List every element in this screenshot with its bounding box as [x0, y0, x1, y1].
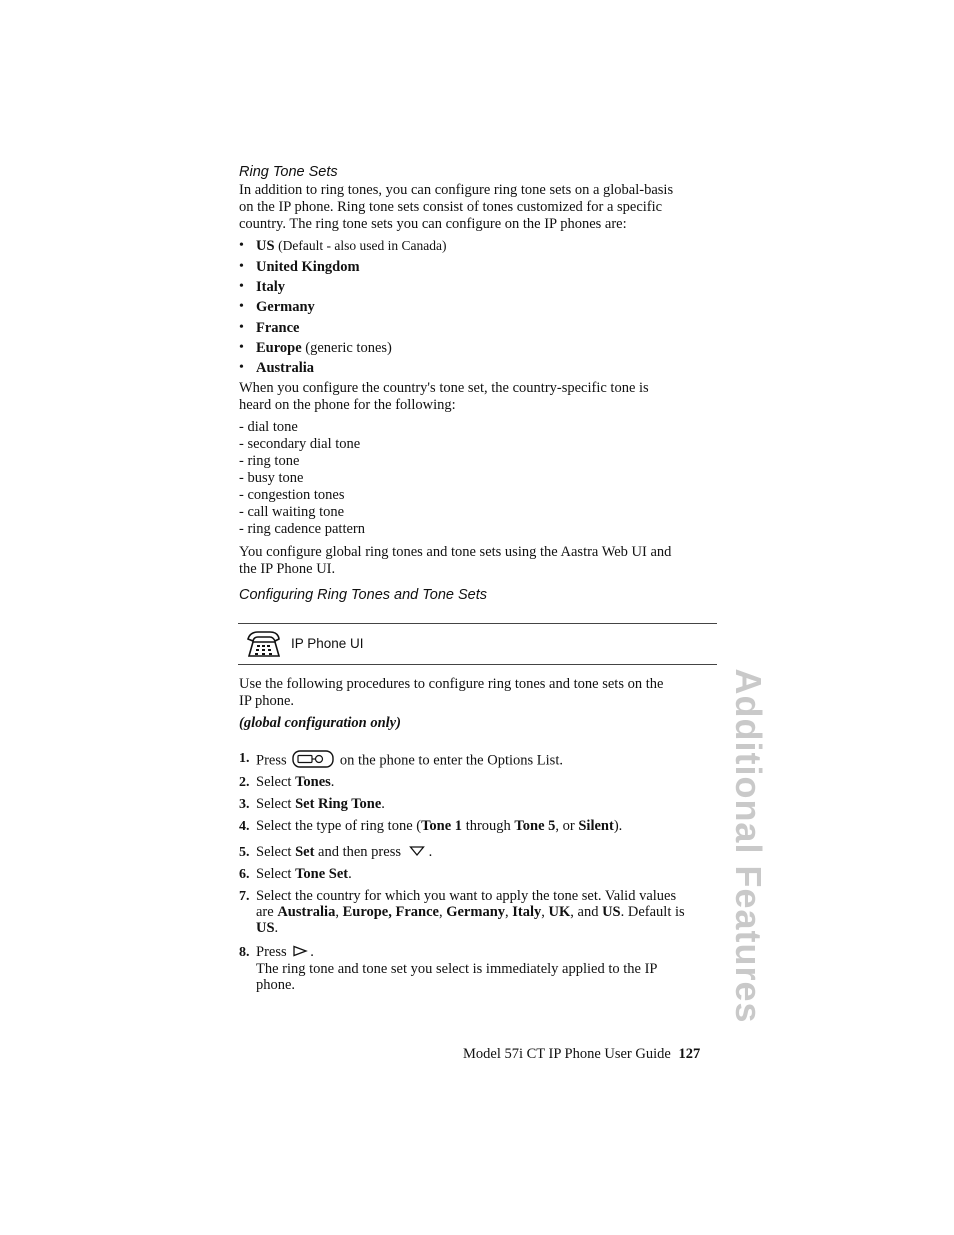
step-number: 7.	[239, 889, 250, 904]
intro-paragraph	[239, 182, 673, 233]
scope-note: (global configuration only)	[239, 715, 401, 731]
country-item: US (Default - also used in Canada)	[256, 238, 447, 254]
step-8: Press . The ring tone and tone set you select is immediately applied to the IP phone.	[256, 944, 716, 993]
step-number: 1.	[239, 751, 250, 766]
divider-top	[238, 623, 717, 624]
step-number: 2.	[239, 775, 250, 790]
step-number: 3.	[239, 797, 250, 812]
intro-line: country. The ring tone sets you can configure on the IP phones are:	[239, 216, 627, 232]
divider-bottom	[238, 664, 717, 665]
tone-item: - busy tone	[239, 470, 304, 486]
step-4: Select the type of ring tone (Tone 1 through Tone 5, or Silent).	[256, 818, 623, 834]
step-3: Select Set Ring Tone.	[256, 796, 385, 812]
step-number: 5.	[239, 845, 250, 860]
country-item: Europe (generic tones)	[256, 340, 392, 356]
chapter-side-tab	[718, 668, 778, 1024]
bullet: •	[239, 259, 244, 274]
bullet: •	[239, 340, 244, 355]
step-7: Select the country for which you want to apply the tone set. Valid values are Australia, Europe, France, Germany, Italy, UK, and US. Default is US.	[256, 888, 685, 936]
tone-item: - congestion tones	[239, 487, 345, 503]
subsection-title: Configuring Ring Tones and Tone Sets	[239, 587, 488, 603]
chapter-side-tab-label: Additional Features	[728, 668, 769, 1024]
web-ui-paragraph	[239, 544, 671, 578]
section-title: Ring Tone Sets	[239, 164, 338, 180]
step-result: The ring tone and tone set you select is immediately applied to the IP phone.	[256, 960, 658, 993]
step-2: Select Tones.	[256, 774, 335, 790]
bullet: •	[239, 360, 244, 375]
tone-set-paragraph	[239, 380, 649, 414]
country-item: Australia	[256, 360, 314, 376]
country-item: United Kingdom	[256, 259, 360, 275]
paragraph-line: Use the following procedures to configure ring tones and tone sets on the	[239, 676, 664, 692]
tone-item: - secondary dial tone	[239, 436, 361, 452]
step-6: Select Tone Set.	[256, 866, 352, 882]
right-arrow-icon	[292, 945, 308, 961]
step-5: Select Set and then press .	[256, 844, 433, 860]
ip-phone-ui-label: IP Phone UI	[291, 636, 364, 651]
tone-item: - ring cadence pattern	[239, 521, 365, 537]
bullet: •	[239, 299, 244, 314]
tone-item: - dial tone	[239, 419, 298, 435]
tone-item: - call waiting tone	[239, 504, 345, 520]
footer-title: Model 57i CT IP Phone User Guide	[463, 1046, 671, 1062]
page-footer	[463, 1046, 700, 1063]
country-item: France	[256, 320, 300, 336]
bullet: •	[239, 279, 244, 294]
intro-line: In addition to ring tones, you can configure ring tone sets on a global-basis	[239, 182, 674, 198]
step-1: Press on the phone to enter the Options List.	[256, 750, 716, 772]
intro-line: on the IP phone. Ring tone sets consist of tones customized for a specific	[239, 199, 663, 215]
phone-icon	[244, 629, 282, 659]
paragraph-line: the IP Phone UI.	[239, 561, 336, 577]
page-number: 127	[678, 1046, 701, 1062]
step-number: 4.	[239, 819, 250, 834]
bullet: •	[239, 320, 244, 335]
options-key-icon	[292, 750, 334, 772]
down-arrow-icon	[409, 845, 425, 861]
bullet: •	[239, 238, 244, 253]
paragraph-line: You configure global ring tones and tone sets using the Aastra Web UI and	[239, 544, 672, 560]
paragraph-line: When you configure the country's tone set, the country-specific tone is	[239, 380, 649, 396]
country-item: Italy	[256, 279, 285, 295]
step-number: 8.	[239, 945, 250, 960]
tone-list	[239, 419, 365, 538]
paragraph-line: heard on the phone for the following:	[239, 397, 456, 413]
step-number: 6.	[239, 867, 250, 882]
paragraph-line: IP phone.	[239, 693, 295, 709]
procedure-intro	[239, 676, 663, 710]
tone-item: - ring tone	[239, 453, 300, 469]
country-item: Germany	[256, 299, 315, 315]
